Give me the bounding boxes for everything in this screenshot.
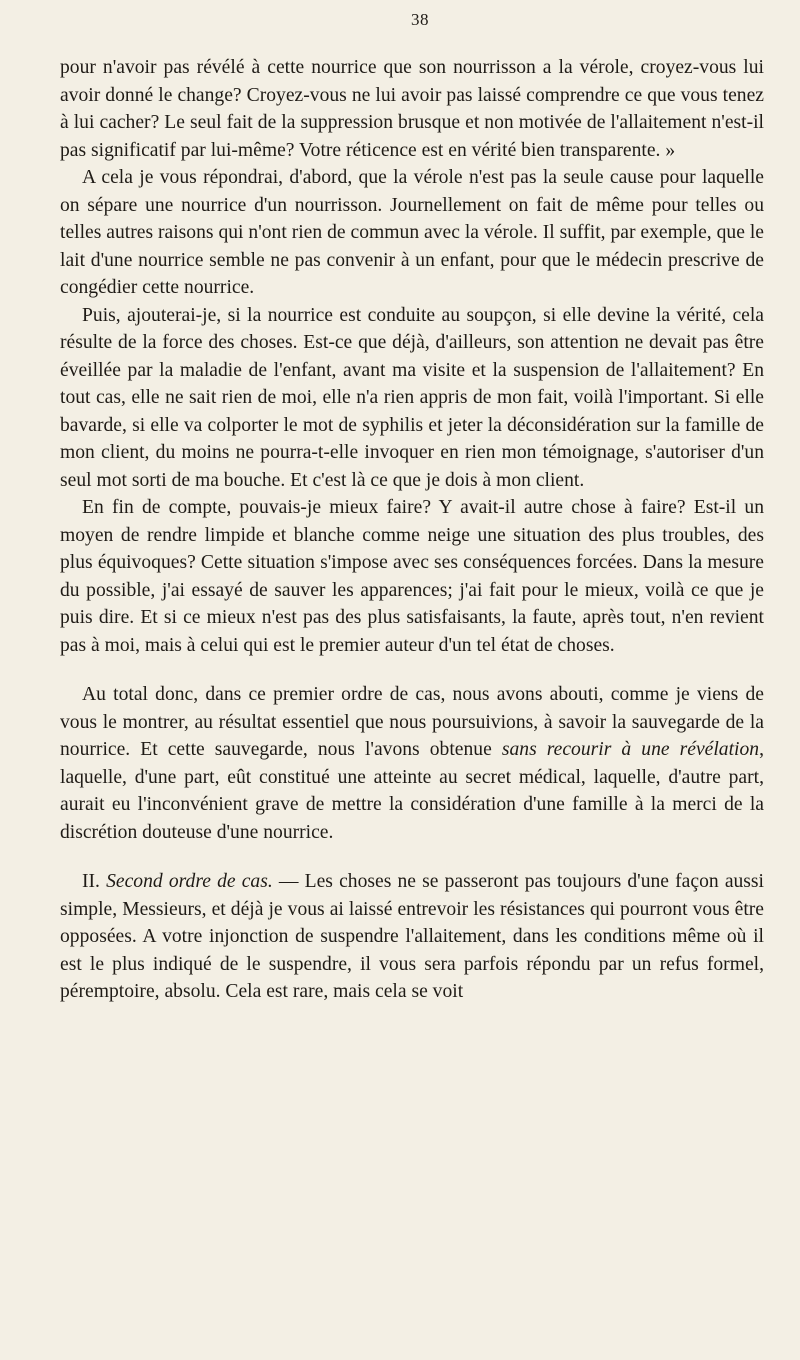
- paragraph-5-text-b: , laquelle, d'une part, eût constitué une atteinte au secret médical, laquelle, d'autre part, aurait eu l'inconvénient grave de mettre la considération d'une famille à la merci de la discrétion douteuse d'une nourrice.: [60, 739, 764, 843]
- section-title: Second ordre de cas.: [106, 871, 273, 892]
- paragraph-4: En fin de compte, pouvais-je mieux faire? Y avait-il autre chose à faire? Est-il un moyen de rendre limpide et blanche comme neige une situation des plus troubles, des plus équivoques? Cette situation s'impose avec ses conséquences forcées. Dans la mesure du possible, j'ai essayé de sauver les apparences; j'ai fait pour le mieux, voilà ce que je puis dire. Et si ce mieux n'est pas des plus satisfaisants, la faute, après tout, n'en revient pas à moi, mais à celui qui est le premier auteur d'un tel état de choses.: [60, 497, 764, 656]
- paragraph-5-text-a: Au total donc, dans ce premier ordre de cas, nous avons abouti, comme je viens de vous le montrer, au résultat essentiel que nous poursuivions, à savoir la sauvegarde de la nourrice. Et cette sauvegarde, nous l'avons obtenue: [60, 684, 764, 760]
- paragraph-6: [60, 868, 764, 1006]
- section-number: II.: [82, 871, 107, 892]
- section-gap: [60, 659, 764, 681]
- paragraph-3: Puis, ajouterai-je, si la nourrice est conduite au soupçon, si elle devine la vérité, cela résulte de la force des choses. Est-ce que déjà, d'ailleurs, son attention ne devait pas être éveillée par la maladie de l'enfant, avant ma visite et la suspension de l'allaitement? En tout cas, elle ne sait rien de moi, elle n'a rien appris de mon fait, voilà l'important. Si elle bavarde, si elle va colporter le mot de syphilis et jeter la déconsidération sur la famille de mon client, du moins ne pourra-t-elle invoquer en rien mon témoignage, s'autoriser d'un seul mot sorti de ma bouche. Et c'est là ce que je dois à mon client.: [60, 304, 764, 491]
- section-gap: [60, 846, 764, 868]
- paragraph-5-italic: sans recourir à une révélation: [501, 739, 760, 760]
- page-number: 38: [411, 10, 429, 29]
- paragraph-1: pour n'avoir pas révélé à cette nourrice que son nourrisson a la vérole, croyez-vous lui avoir donné le change? Croyez-vous ne lui avoir pas laissé comprendre ce que vous tenez à lui cacher? Le seul fait de la suppression brusque et non motivée de l'allaitement n'est-il pas significatif par lui-même? Votre réticence est en vérité bien transparente. »: [60, 57, 764, 161]
- paragraph-6-text: — Les choses ne se passeront pas toujours d'une façon aussi simple, Messieurs, et déjà je vous ai laissé entrevoir les résistances qui pourront vous être opposées. A votre injonction de suspendre l'allaitement, dans les conditions même où il est le plus indiqué de le suspendre, il vous sera parfois répondu par un refus formel, péremptoire, absolu. Cela est rare, mais cela se voit: [60, 871, 765, 1002]
- paragraph-5: [60, 681, 764, 846]
- paragraph-2: A cela je vous répondrai, d'abord, que la vérole n'est pas la seule cause pour laquelle on sépare une nourrice d'un nourrisson. Journellement on fait de même pour telles ou telles autres raisons qui n'ont rien de commun avec la vérole. Il suffit, par exemple, que le lait d'une nourrice semble ne pas convenir à un enfant, pour que le médecin prescrive de congédier cette nourrice.: [60, 167, 764, 298]
